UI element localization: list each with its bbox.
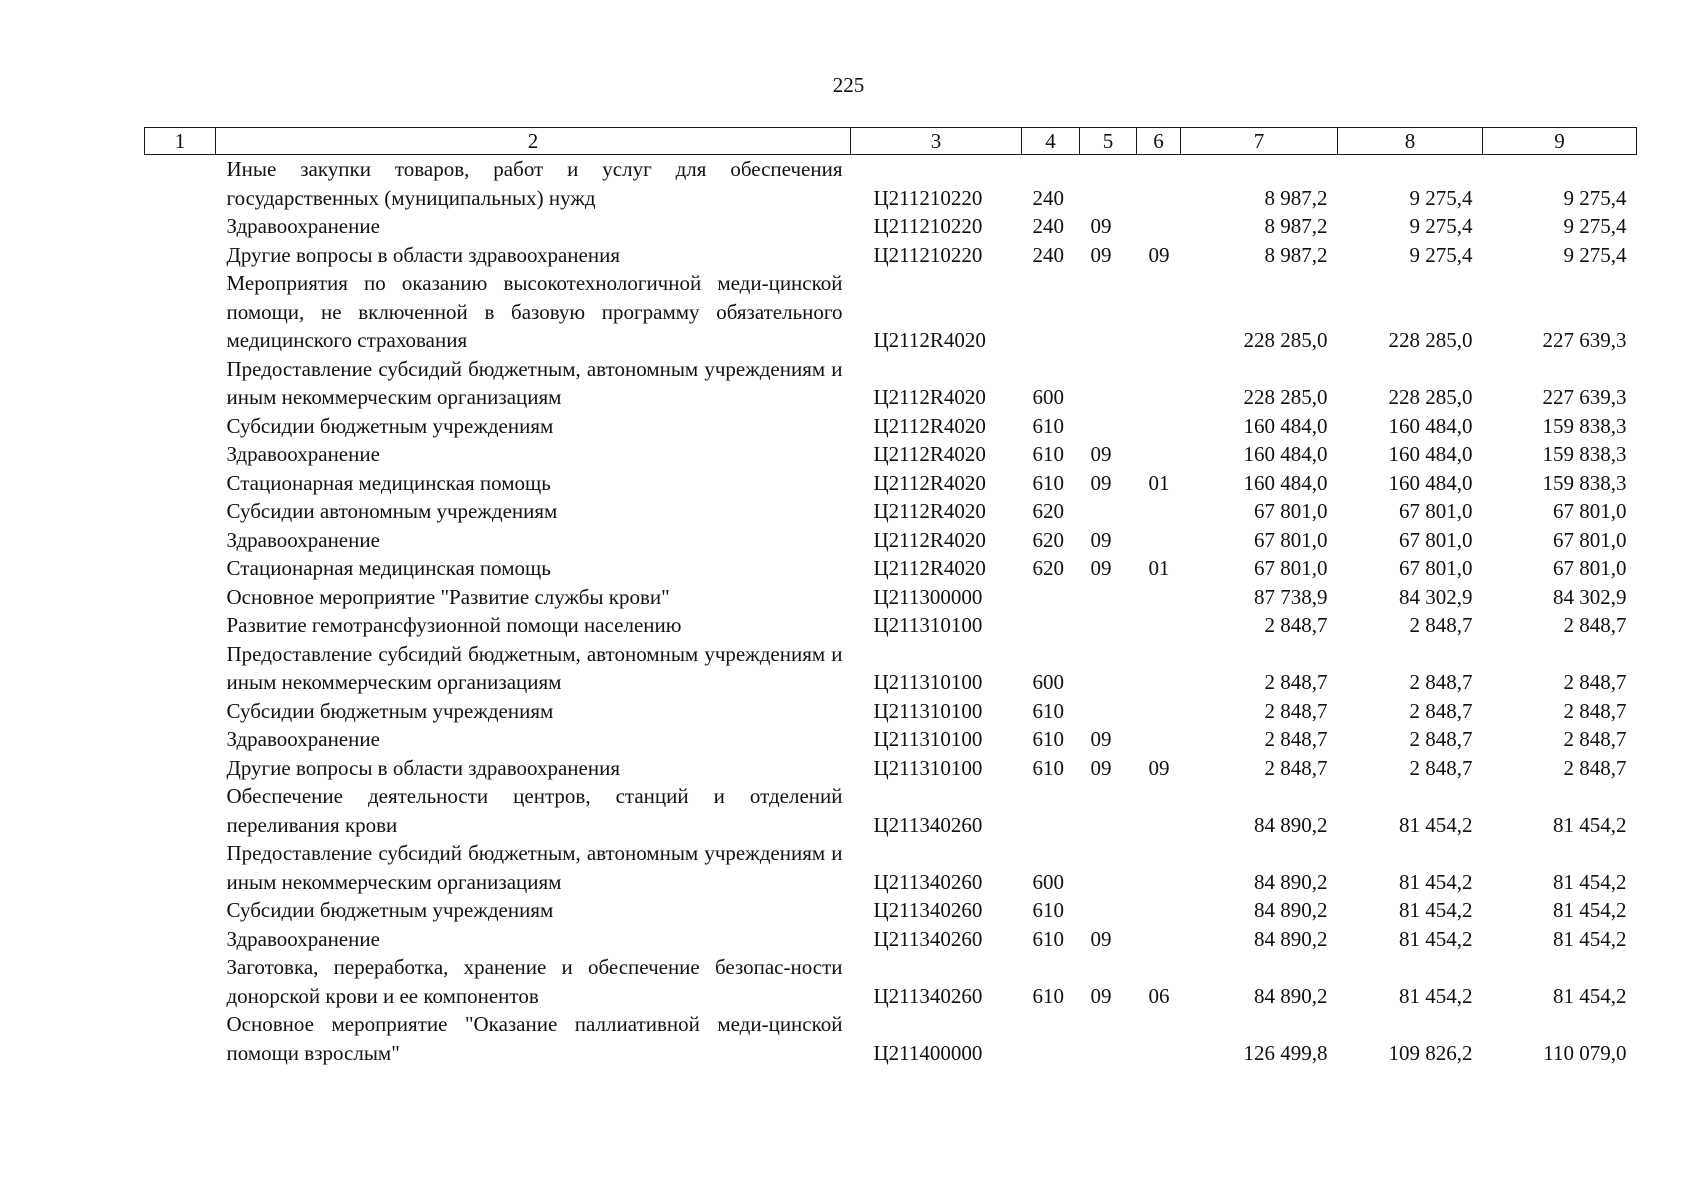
header-col-9: 9 xyxy=(1483,128,1637,155)
row-code: Ц211310100 xyxy=(873,755,983,780)
row-blank-cell xyxy=(145,554,216,583)
row-code: Ц2112R4020 xyxy=(873,442,986,466)
row-value-7: 2 848,7 xyxy=(1264,727,1328,751)
row-col-6 xyxy=(1137,355,1181,412)
row-value-8: 9 275,4 xyxy=(1409,242,1473,267)
row-value-7: 2 848,7 xyxy=(1264,698,1328,723)
row-col-5: 09 xyxy=(1090,556,1112,580)
row-col-6 xyxy=(1137,725,1181,754)
table-row xyxy=(145,355,1637,412)
row-value-8: 9 275,4 xyxy=(1409,185,1473,210)
row-col-5 xyxy=(1080,412,1137,441)
table-row xyxy=(145,1010,1637,1067)
row-value-9: 2 848,7 xyxy=(1563,727,1627,751)
row-value-8: 67 801,0 xyxy=(1399,499,1473,523)
row-code: Ц2112R4020 xyxy=(873,385,986,409)
row-code: Ц211340260 xyxy=(873,983,983,1008)
row-col-4 xyxy=(1022,782,1080,839)
row-value-9: 2 848,7 xyxy=(1563,755,1627,780)
row-name: Здравоохранение xyxy=(226,442,380,466)
table-row xyxy=(145,611,1637,640)
row-col-4: 610 xyxy=(1032,926,1064,951)
row-value-7: 67 801,0 xyxy=(1254,499,1328,523)
row-col-4: 600 xyxy=(1032,385,1064,409)
row-value-8: 81 454,2 xyxy=(1399,983,1473,1008)
header-col-8: 8 xyxy=(1338,128,1483,155)
table-row xyxy=(145,212,1637,241)
row-col-5: 09 xyxy=(1090,527,1112,552)
row-blank-cell xyxy=(145,412,216,441)
row-name: Заготовка, переработка, хранение и обеспечение безопас-ности донорской крови и ее компонентов xyxy=(226,955,843,1008)
row-col-6: 09 xyxy=(1148,242,1170,267)
table-row xyxy=(145,155,1637,213)
row-value-7: 84 890,2 xyxy=(1254,812,1328,837)
row-col-5 xyxy=(1080,782,1137,839)
row-value-9: 81 454,2 xyxy=(1553,898,1627,922)
row-col-4 xyxy=(1022,269,1080,355)
header-col-2: 2 xyxy=(216,128,851,155)
row-col-4: 610 xyxy=(1032,442,1064,466)
row-name: Мероприятия по оказанию высокотехнологичной меди-цинской помощи, не включенной в базовую программу обязательного медицинского страхования xyxy=(226,271,843,352)
row-value-8: 81 454,2 xyxy=(1399,926,1473,951)
row-col-5 xyxy=(1080,896,1137,925)
table-row xyxy=(145,896,1637,925)
row-col-6 xyxy=(1137,212,1181,241)
row-col-4 xyxy=(1022,583,1080,612)
row-value-9: 67 801,0 xyxy=(1553,556,1627,580)
row-blank-cell xyxy=(145,355,216,412)
row-col-5 xyxy=(1080,640,1137,697)
row-value-8: 81 454,2 xyxy=(1399,898,1473,922)
row-name: Обеспечение деятельности центров, станций и отделений переливания крови xyxy=(226,784,843,837)
row-col-4: 610 xyxy=(1032,898,1064,922)
row-value-7: 2 848,7 xyxy=(1264,755,1328,780)
row-value-9: 67 801,0 xyxy=(1553,499,1627,523)
row-code: Ц2112R4020 xyxy=(873,527,986,552)
row-blank-cell xyxy=(145,440,216,469)
table-row xyxy=(145,754,1637,783)
header-col-4: 4 xyxy=(1022,128,1080,155)
row-name: Предоставление субсидий бюджетным, автономным учреждениям и иным некоммерческим организациям xyxy=(226,641,843,694)
row-name: Предоставление субсидий бюджетным, автономным учреждениям и иным некоммерческим организациям xyxy=(226,356,843,409)
row-col-6 xyxy=(1137,925,1181,954)
row-code: Ц211210220 xyxy=(873,242,983,267)
row-value-9: 159 838,3 xyxy=(1542,442,1627,466)
row-name: Субсидии бюджетным учреждениям xyxy=(226,413,554,438)
row-blank-cell xyxy=(145,782,216,839)
row-col-6 xyxy=(1137,782,1181,839)
row-value-8: 2 848,7 xyxy=(1409,670,1473,694)
row-value-7: 228 285,0 xyxy=(1243,328,1328,352)
row-col-6 xyxy=(1137,526,1181,555)
row-value-7: 2 848,7 xyxy=(1264,670,1328,694)
row-col-4 xyxy=(1022,1010,1080,1067)
row-col-5 xyxy=(1080,1010,1137,1067)
row-value-8: 2 848,7 xyxy=(1409,698,1473,723)
row-name: Другие вопросы в области здравоохранения xyxy=(226,242,620,267)
row-col-5 xyxy=(1080,611,1137,640)
row-code: Ц211400000 xyxy=(873,1040,983,1065)
row-col-4: 240 xyxy=(1032,185,1064,210)
row-col-5: 09 xyxy=(1090,442,1112,466)
row-value-7: 84 890,2 xyxy=(1254,983,1328,1008)
row-col-5 xyxy=(1080,355,1137,412)
row-value-9: 67 801,0 xyxy=(1553,527,1627,552)
table-row xyxy=(145,697,1637,726)
row-blank-cell xyxy=(145,640,216,697)
row-code: Ц211210220 xyxy=(873,214,983,238)
row-col-6 xyxy=(1137,412,1181,441)
row-code: Ц2112R4020 xyxy=(873,556,986,580)
budget-table xyxy=(144,127,1637,1067)
row-col-4: 610 xyxy=(1032,727,1064,751)
row-value-7: 8 987,2 xyxy=(1264,214,1328,238)
row-col-6: 01 xyxy=(1148,556,1170,580)
row-blank-cell xyxy=(145,725,216,754)
row-value-8: 2 848,7 xyxy=(1409,755,1473,780)
row-name: Субсидии бюджетным учреждениям xyxy=(226,898,554,922)
row-value-7: 160 484,0 xyxy=(1243,413,1328,438)
header-col-5: 5 xyxy=(1080,128,1137,155)
row-value-7: 126 499,8 xyxy=(1243,1040,1328,1065)
row-col-4: 610 xyxy=(1032,755,1064,780)
row-col-6 xyxy=(1137,155,1181,213)
row-col-4: 610 xyxy=(1032,413,1064,438)
row-value-9: 227 639,3 xyxy=(1542,328,1627,352)
row-col-6 xyxy=(1137,1010,1181,1067)
table-row xyxy=(145,269,1637,355)
row-value-9: 81 454,2 xyxy=(1553,926,1627,951)
row-blank-cell xyxy=(145,697,216,726)
row-value-9: 81 454,2 xyxy=(1553,812,1627,837)
table-row xyxy=(145,497,1637,526)
row-blank-cell xyxy=(145,526,216,555)
row-value-7: 84 890,2 xyxy=(1254,869,1328,894)
row-col-6 xyxy=(1137,497,1181,526)
row-blank-cell xyxy=(145,953,216,1010)
row-col-4: 610 xyxy=(1032,983,1064,1008)
row-blank-cell xyxy=(145,583,216,612)
row-col-4: 600 xyxy=(1032,869,1064,894)
row-col-6 xyxy=(1137,440,1181,469)
table-row xyxy=(145,725,1637,754)
row-col-5 xyxy=(1080,583,1137,612)
row-col-4 xyxy=(1022,611,1080,640)
header-col-3: 3 xyxy=(851,128,1022,155)
row-col-6 xyxy=(1137,697,1181,726)
row-name: Иные закупки товаров, работ и услуг для обеспечения государственных (муниципальных) нужд xyxy=(226,157,843,210)
row-col-6 xyxy=(1137,583,1181,612)
row-col-4: 240 xyxy=(1032,214,1064,238)
table-row xyxy=(145,839,1637,896)
row-blank-cell xyxy=(145,497,216,526)
row-name: Субсидии автономным учреждениям xyxy=(226,499,558,523)
row-value-8: 109 826,2 xyxy=(1388,1040,1473,1065)
row-blank-cell xyxy=(145,212,216,241)
row-col-6 xyxy=(1137,640,1181,697)
row-blank-cell xyxy=(145,1010,216,1067)
row-value-8: 67 801,0 xyxy=(1399,527,1473,552)
row-col-5: 09 xyxy=(1090,214,1112,238)
table-row xyxy=(145,554,1637,583)
table-row xyxy=(145,925,1637,954)
header-col-6: 6 xyxy=(1137,128,1181,155)
row-value-7: 8 987,2 xyxy=(1264,185,1328,210)
row-value-8: 228 285,0 xyxy=(1388,328,1473,352)
row-value-9: 2 848,7 xyxy=(1563,698,1627,723)
row-value-9: 159 838,3 xyxy=(1542,470,1627,495)
table-row xyxy=(145,440,1637,469)
row-col-5 xyxy=(1080,269,1137,355)
row-col-4: 610 xyxy=(1032,698,1064,723)
row-col-4: 620 xyxy=(1032,556,1064,580)
row-name: Здравоохранение xyxy=(226,727,380,751)
row-value-8: 67 801,0 xyxy=(1399,556,1473,580)
table-row xyxy=(145,469,1637,498)
table-row xyxy=(145,526,1637,555)
row-value-7: 228 285,0 xyxy=(1243,385,1328,409)
row-name: Развитие гемотрансфузионной помощи населению xyxy=(226,613,682,637)
row-value-9: 2 848,7 xyxy=(1563,613,1627,637)
row-value-7: 2 848,7 xyxy=(1264,613,1328,637)
row-col-5: 09 xyxy=(1090,242,1112,267)
row-value-9: 2 848,7 xyxy=(1563,670,1627,694)
row-col-5: 09 xyxy=(1090,755,1112,780)
row-name: Здравоохранение xyxy=(226,926,380,951)
table-row xyxy=(145,583,1637,612)
row-name: Здравоохранение xyxy=(226,527,380,552)
row-code: Ц211310100 xyxy=(873,613,983,637)
row-blank-cell xyxy=(145,469,216,498)
table-row xyxy=(145,241,1637,270)
row-name: Другие вопросы в области здравоохранения xyxy=(226,755,620,780)
row-code: Ц211210220 xyxy=(873,185,983,210)
row-value-8: 2 848,7 xyxy=(1409,613,1473,637)
table-row xyxy=(145,953,1637,1010)
row-code: Ц2112R4020 xyxy=(873,413,986,438)
row-col-5 xyxy=(1080,839,1137,896)
row-value-8: 81 454,2 xyxy=(1399,869,1473,894)
row-value-8: 84 302,9 xyxy=(1399,584,1473,609)
row-value-9: 81 454,2 xyxy=(1553,983,1627,1008)
row-name: Стационарная медицинская помощь xyxy=(226,556,551,580)
row-value-8: 160 484,0 xyxy=(1388,413,1473,438)
row-value-9: 9 275,4 xyxy=(1563,214,1627,238)
row-value-8: 81 454,2 xyxy=(1399,812,1473,837)
row-code: Ц2112R4020 xyxy=(873,470,986,495)
row-name: Предоставление субсидий бюджетным, автономным учреждениям и иным некоммерческим организациям xyxy=(226,841,843,894)
row-name: Основное мероприятие "Оказание паллиативной меди-цинской помощи взрослым" xyxy=(226,1012,843,1065)
row-col-5: 09 xyxy=(1090,983,1112,1008)
header-row xyxy=(145,128,1637,155)
row-col-5 xyxy=(1080,697,1137,726)
row-value-7: 8 987,2 xyxy=(1264,242,1328,267)
row-col-6 xyxy=(1137,839,1181,896)
row-value-7: 67 801,0 xyxy=(1254,556,1328,580)
row-blank-cell xyxy=(145,896,216,925)
row-value-9: 81 454,2 xyxy=(1553,869,1627,894)
table-row xyxy=(145,412,1637,441)
row-value-7: 67 801,0 xyxy=(1254,527,1328,552)
row-code: Ц2112R4020 xyxy=(873,499,986,523)
row-code: Ц211340260 xyxy=(873,898,983,922)
row-col-4: 620 xyxy=(1032,499,1064,523)
row-blank-cell xyxy=(145,155,216,213)
table-row xyxy=(145,640,1637,697)
row-value-8: 228 285,0 xyxy=(1388,385,1473,409)
row-col-6 xyxy=(1137,896,1181,925)
row-value-8: 9 275,4 xyxy=(1409,214,1473,238)
row-col-5: 09 xyxy=(1090,470,1112,495)
row-code: Ц211310100 xyxy=(873,698,983,723)
row-code: Ц211300000 xyxy=(873,584,983,609)
row-value-9: 9 275,4 xyxy=(1563,185,1627,210)
row-col-6: 01 xyxy=(1148,470,1170,495)
row-col-4: 610 xyxy=(1032,470,1064,495)
row-col-5: 09 xyxy=(1090,727,1112,751)
row-value-8: 160 484,0 xyxy=(1388,470,1473,495)
row-blank-cell xyxy=(145,754,216,783)
row-value-8: 160 484,0 xyxy=(1388,442,1473,466)
row-blank-cell xyxy=(145,611,216,640)
row-value-7: 84 890,2 xyxy=(1254,898,1328,922)
row-code: Ц2112R4020 xyxy=(873,328,986,352)
row-blank-cell xyxy=(145,925,216,954)
row-value-7: 84 890,2 xyxy=(1254,926,1328,951)
header-col-7: 7 xyxy=(1181,128,1338,155)
row-col-5: 09 xyxy=(1090,926,1112,951)
row-name: Стационарная медицинская помощь xyxy=(226,470,551,495)
row-name: Субсидии бюджетным учреждениям xyxy=(226,698,554,723)
row-code: Ц211340260 xyxy=(873,869,983,894)
row-code: Ц211340260 xyxy=(873,926,983,951)
page-number: 225 xyxy=(832,73,865,97)
row-value-9: 84 302,9 xyxy=(1553,584,1627,609)
row-col-6 xyxy=(1137,611,1181,640)
row-code: Ц211310100 xyxy=(873,727,983,751)
row-value-8: 2 848,7 xyxy=(1409,727,1473,751)
row-col-4: 600 xyxy=(1032,670,1064,694)
row-col-4: 620 xyxy=(1032,527,1064,552)
row-col-5 xyxy=(1080,497,1137,526)
row-col-6: 09 xyxy=(1148,755,1170,780)
header-col-1: 1 xyxy=(145,128,216,155)
row-value-7: 160 484,0 xyxy=(1243,470,1328,495)
row-blank-cell xyxy=(145,269,216,355)
table-body xyxy=(145,155,1637,1068)
row-value-7: 160 484,0 xyxy=(1243,442,1328,466)
row-col-6: 06 xyxy=(1148,983,1170,1008)
table-row xyxy=(145,782,1637,839)
row-code: Ц211340260 xyxy=(873,812,983,837)
row-col-5 xyxy=(1080,155,1137,213)
row-value-7: 87 738,9 xyxy=(1254,584,1328,609)
row-name: Здравоохранение xyxy=(226,214,380,238)
row-value-9: 110 079,0 xyxy=(1543,1040,1627,1065)
row-name: Основное мероприятие "Развитие службы крови" xyxy=(226,584,670,609)
row-code: Ц211310100 xyxy=(873,670,983,694)
row-blank-cell xyxy=(145,241,216,270)
row-value-9: 9 275,4 xyxy=(1563,242,1627,267)
row-value-9: 227 639,3 xyxy=(1542,385,1627,409)
row-col-4: 240 xyxy=(1032,242,1064,267)
row-blank-cell xyxy=(145,839,216,896)
row-col-6 xyxy=(1137,269,1181,355)
row-value-9: 159 838,3 xyxy=(1542,413,1627,438)
